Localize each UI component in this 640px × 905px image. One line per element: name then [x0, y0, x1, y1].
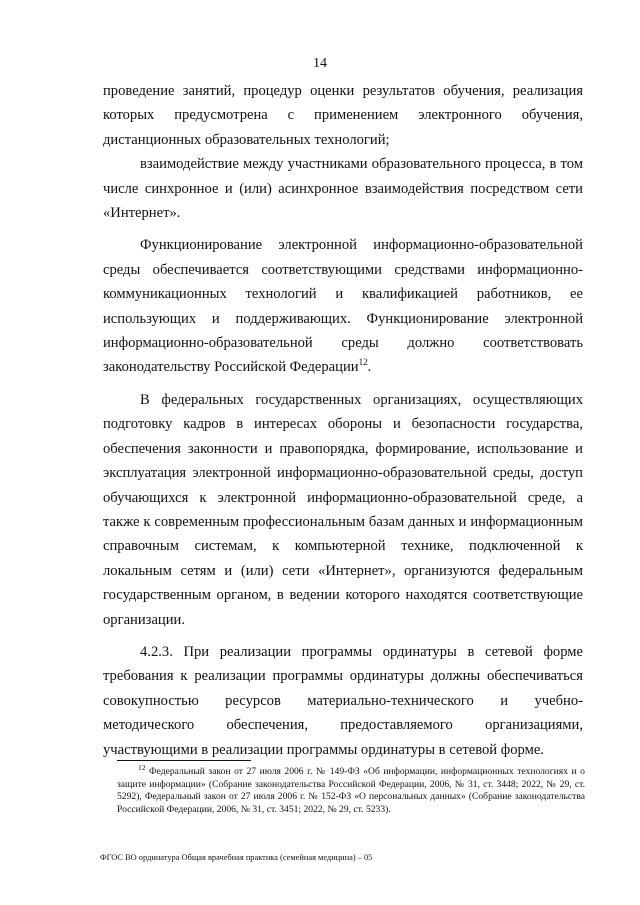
paragraph-2: взаимодействие между участниками образовательного процесса, в том числе синхронное и (или) асинхронное взаимодействия посредством сети «Интернет». [103, 156, 583, 222]
paragraph-3-end: . [367, 359, 372, 376]
footnote [117, 762, 585, 816]
footnote-text: Федеральный закон от 27 июля 2006 г. № 149-ФЗ «Об информации, информационных технологиях и о защите информации» (Собрание законодательства Российской Федерации, 2006, № 31, ст. 3448; 2022, № 29, ст. 5292), Федеральный закон от 27 июля 2006 г. № 152-ФЗ «О персональных данных» (Собрание законодательства Российской Федерации, 2006, № 31, ст. 3451; 2022, № 29, ст. 5233). [117, 766, 585, 815]
paragraph-1: проведение занятий, процедур оценки результатов обучения, реализация которых предусмотрена с применением электронного обучения, дистанционных образовательных технологий; [103, 83, 583, 148]
paragraph-5: 4.2.3. При реализации программы ординатуры в сетевой форме требования к реализации программы ординатуры должны обеспечиваться совокупностью ресурсов материально-технического и учебно-методического обеспечения, предоставляемого организациями, участвующими в реализации программы ординатуры в сетевой форме. [103, 643, 583, 758]
page-footer: ФГОС ВО ординатура Общая врачебная практика (семейная медицина) – 05 [100, 853, 373, 862]
paragraph-4: В федеральных государственных организациях, осуществляющих подготовку кадров в интересах обороны и безопасности государства, обеспечения законности и правопорядка, формирование, использование и эксплуатация электронной информационно-образовательной среды, доступ обучающихся к электронной информационно-образовательной среде, а также к современным профессиональным базам данных и информационным справочным системам, к компьютерной технике, подключенной к локальным сетям и (или) сети «Интернет», организуются федеральным государственным органом, в ведении которого находятся соответствующие организации. [103, 391, 583, 628]
page-number: 14 [313, 56, 327, 71]
footnote-mark: 12 [138, 762, 146, 772]
footnote-reference: 12 [358, 357, 368, 368]
paragraph-3 [103, 233, 583, 379]
footnote-separator [117, 760, 251, 761]
body-text [103, 79, 583, 762]
paragraph-3-text: Функционирование электронной информационно-образовательной среды обеспечивается соответствующими средствами информационно-коммуникационных технологий и квалификацией работников, ее использующих и поддерживающих. Функционирование электронной информационно-образовательной среды должно соответствовать законодательству Российской Федерации [103, 237, 583, 376]
